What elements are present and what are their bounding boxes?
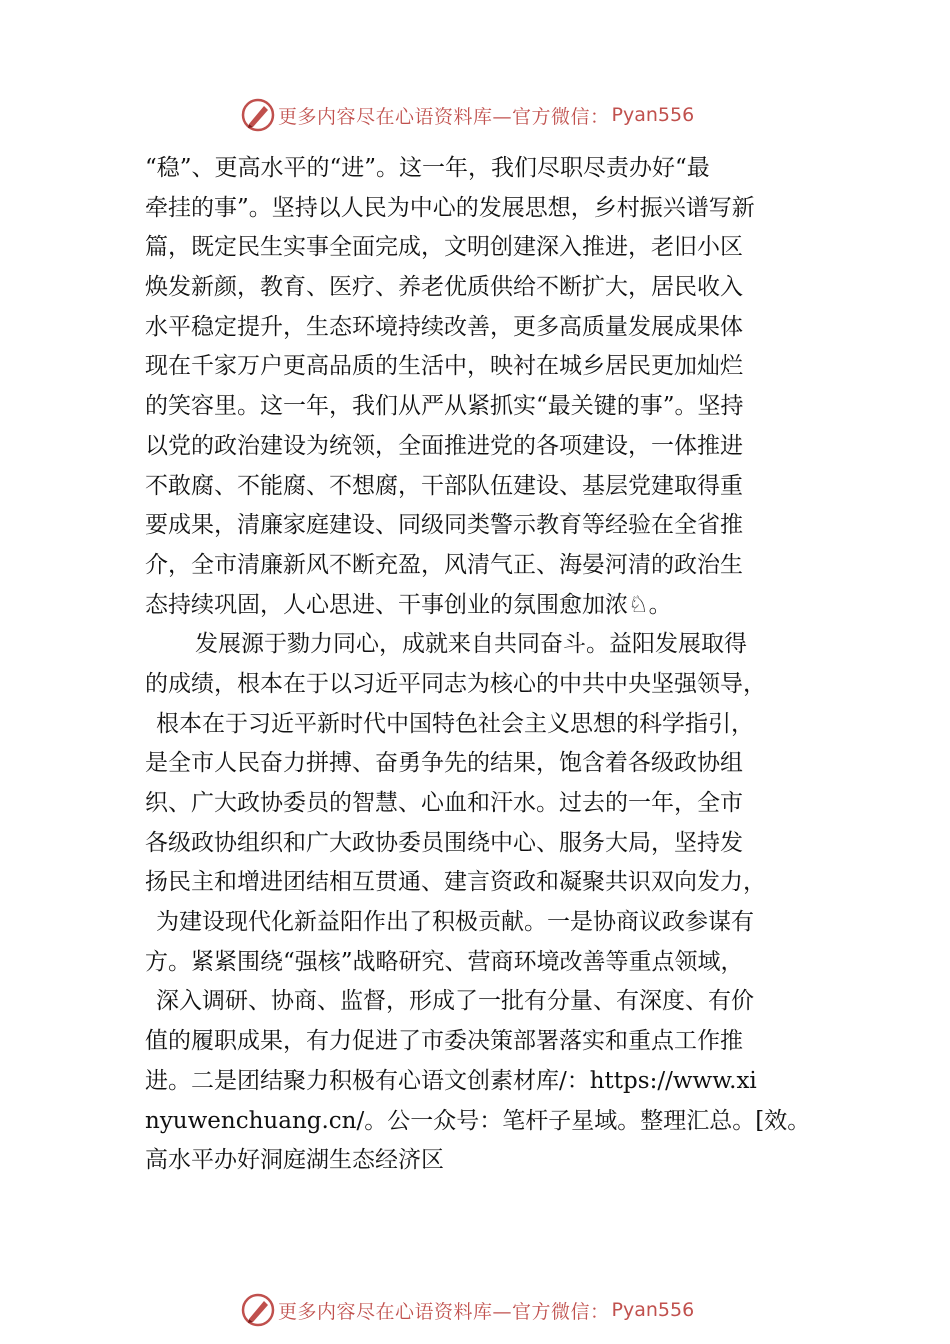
pen-logo-icon (240, 97, 276, 133)
text-line: 不敢腐、不能腐、不想腐，干部队伍建设、基层党建取得重 (145, 472, 743, 499)
text-line: 介，全市清廉新风不断充盈，风清气正、海晏河清的政治生 (145, 551, 743, 578)
text-line: 态持续巩固，人心思进、干事创业的氛围愈加浓♘。 (145, 591, 672, 618)
header-banner (240, 95, 694, 135)
text-line: 高水平办好洞庭湖生态经济区 (145, 1147, 444, 1174)
text-line: 的成绩，根本在于以习近平同志为核心的中共中央坚强领导， (145, 670, 766, 697)
document-body (145, 149, 845, 1181)
text-line: 以党的政治建设为统领，全面推进党的各项建设，一体推进 (145, 432, 743, 459)
text-line: 值的履职成果，有力促进了市委决策部署落实和重点工作推 (145, 1028, 743, 1055)
text-line: 各级政协组织和广大政协委员围绕中心、服务大局，坚持发 (145, 829, 743, 856)
pen-logo-icon (240, 1292, 276, 1328)
text-line: 要成果，清廉家庭建设、同级同类警示教育等经验在全省推 (145, 512, 743, 539)
banner-text: 更多内容尽在心语资料库—官方微信： (278, 105, 610, 128)
text-line: 扬民主和增进团结相互贯通、建言资政和凝聚共识双向发力， (145, 869, 766, 896)
banner-text: 更多内容尽在心语资料库—官方微信： (278, 1300, 610, 1323)
wechat-id: Pyan556 (611, 104, 695, 126)
text-line: 是全市人民奋力拼搏、奋勇争先的结果，饱含着各级政协组 (145, 750, 743, 777)
text-line: 深入调研、协商、监督，形成了一批有分量、有深度、有价 (156, 988, 754, 1015)
text-line: 方。紧紧围绕“强核”战略研究、营商环境改善等重点领域， (145, 948, 744, 975)
text-line: 织、广大政协委员的智慧、心血和汗水。过去的一年，全市 (145, 790, 743, 816)
text-line: “稳”、更高水平的“进”。这一年，我们尽职尽责办好“最 (145, 155, 710, 181)
footer-banner (240, 1290, 694, 1330)
text-line: 焕发新颜，教育、医疗、养老优质供给不断扩大，居民收入 (145, 274, 743, 301)
text-line: 为建设现代化新益阳作出了积极贡献。一是协商议政参谋有 (156, 909, 754, 936)
text-line: 篇，既定民生实事全面完成，文明创建深入推进，老旧小区 (145, 234, 743, 261)
paragraph-start-line: 发展源于勠力同心，成就来自共同奋斗。益阳发展取得 (195, 631, 747, 658)
text-line: 根本在于习近平新时代中国特色社会主义思想的科学指引， (156, 710, 754, 737)
wechat-id: Pyan556 (611, 1299, 695, 1321)
text-line: 牵挂的事”。坚持以人民为中心的发展思想，乡村振兴谱写新 (145, 194, 755, 221)
text-line: 现在千家万户更高品质的生活中，映衬在城乡居民更加灿烂 (145, 353, 743, 380)
text-line: 的笑容里。这一年，我们从严从紧抓实“最关键的事”。坚持 (145, 393, 744, 420)
text-line: nyuwenchuang.cn/。公一众号：笔杆子星域。整理汇总。[效。 (145, 1107, 811, 1134)
text-line: 进。二是团结聚力积极有心语文创素材库/：https://www.xi (145, 1067, 757, 1094)
text-line: 水平稳定提升，生态环境持续改善，更多高质量发展成果体 (145, 313, 743, 340)
